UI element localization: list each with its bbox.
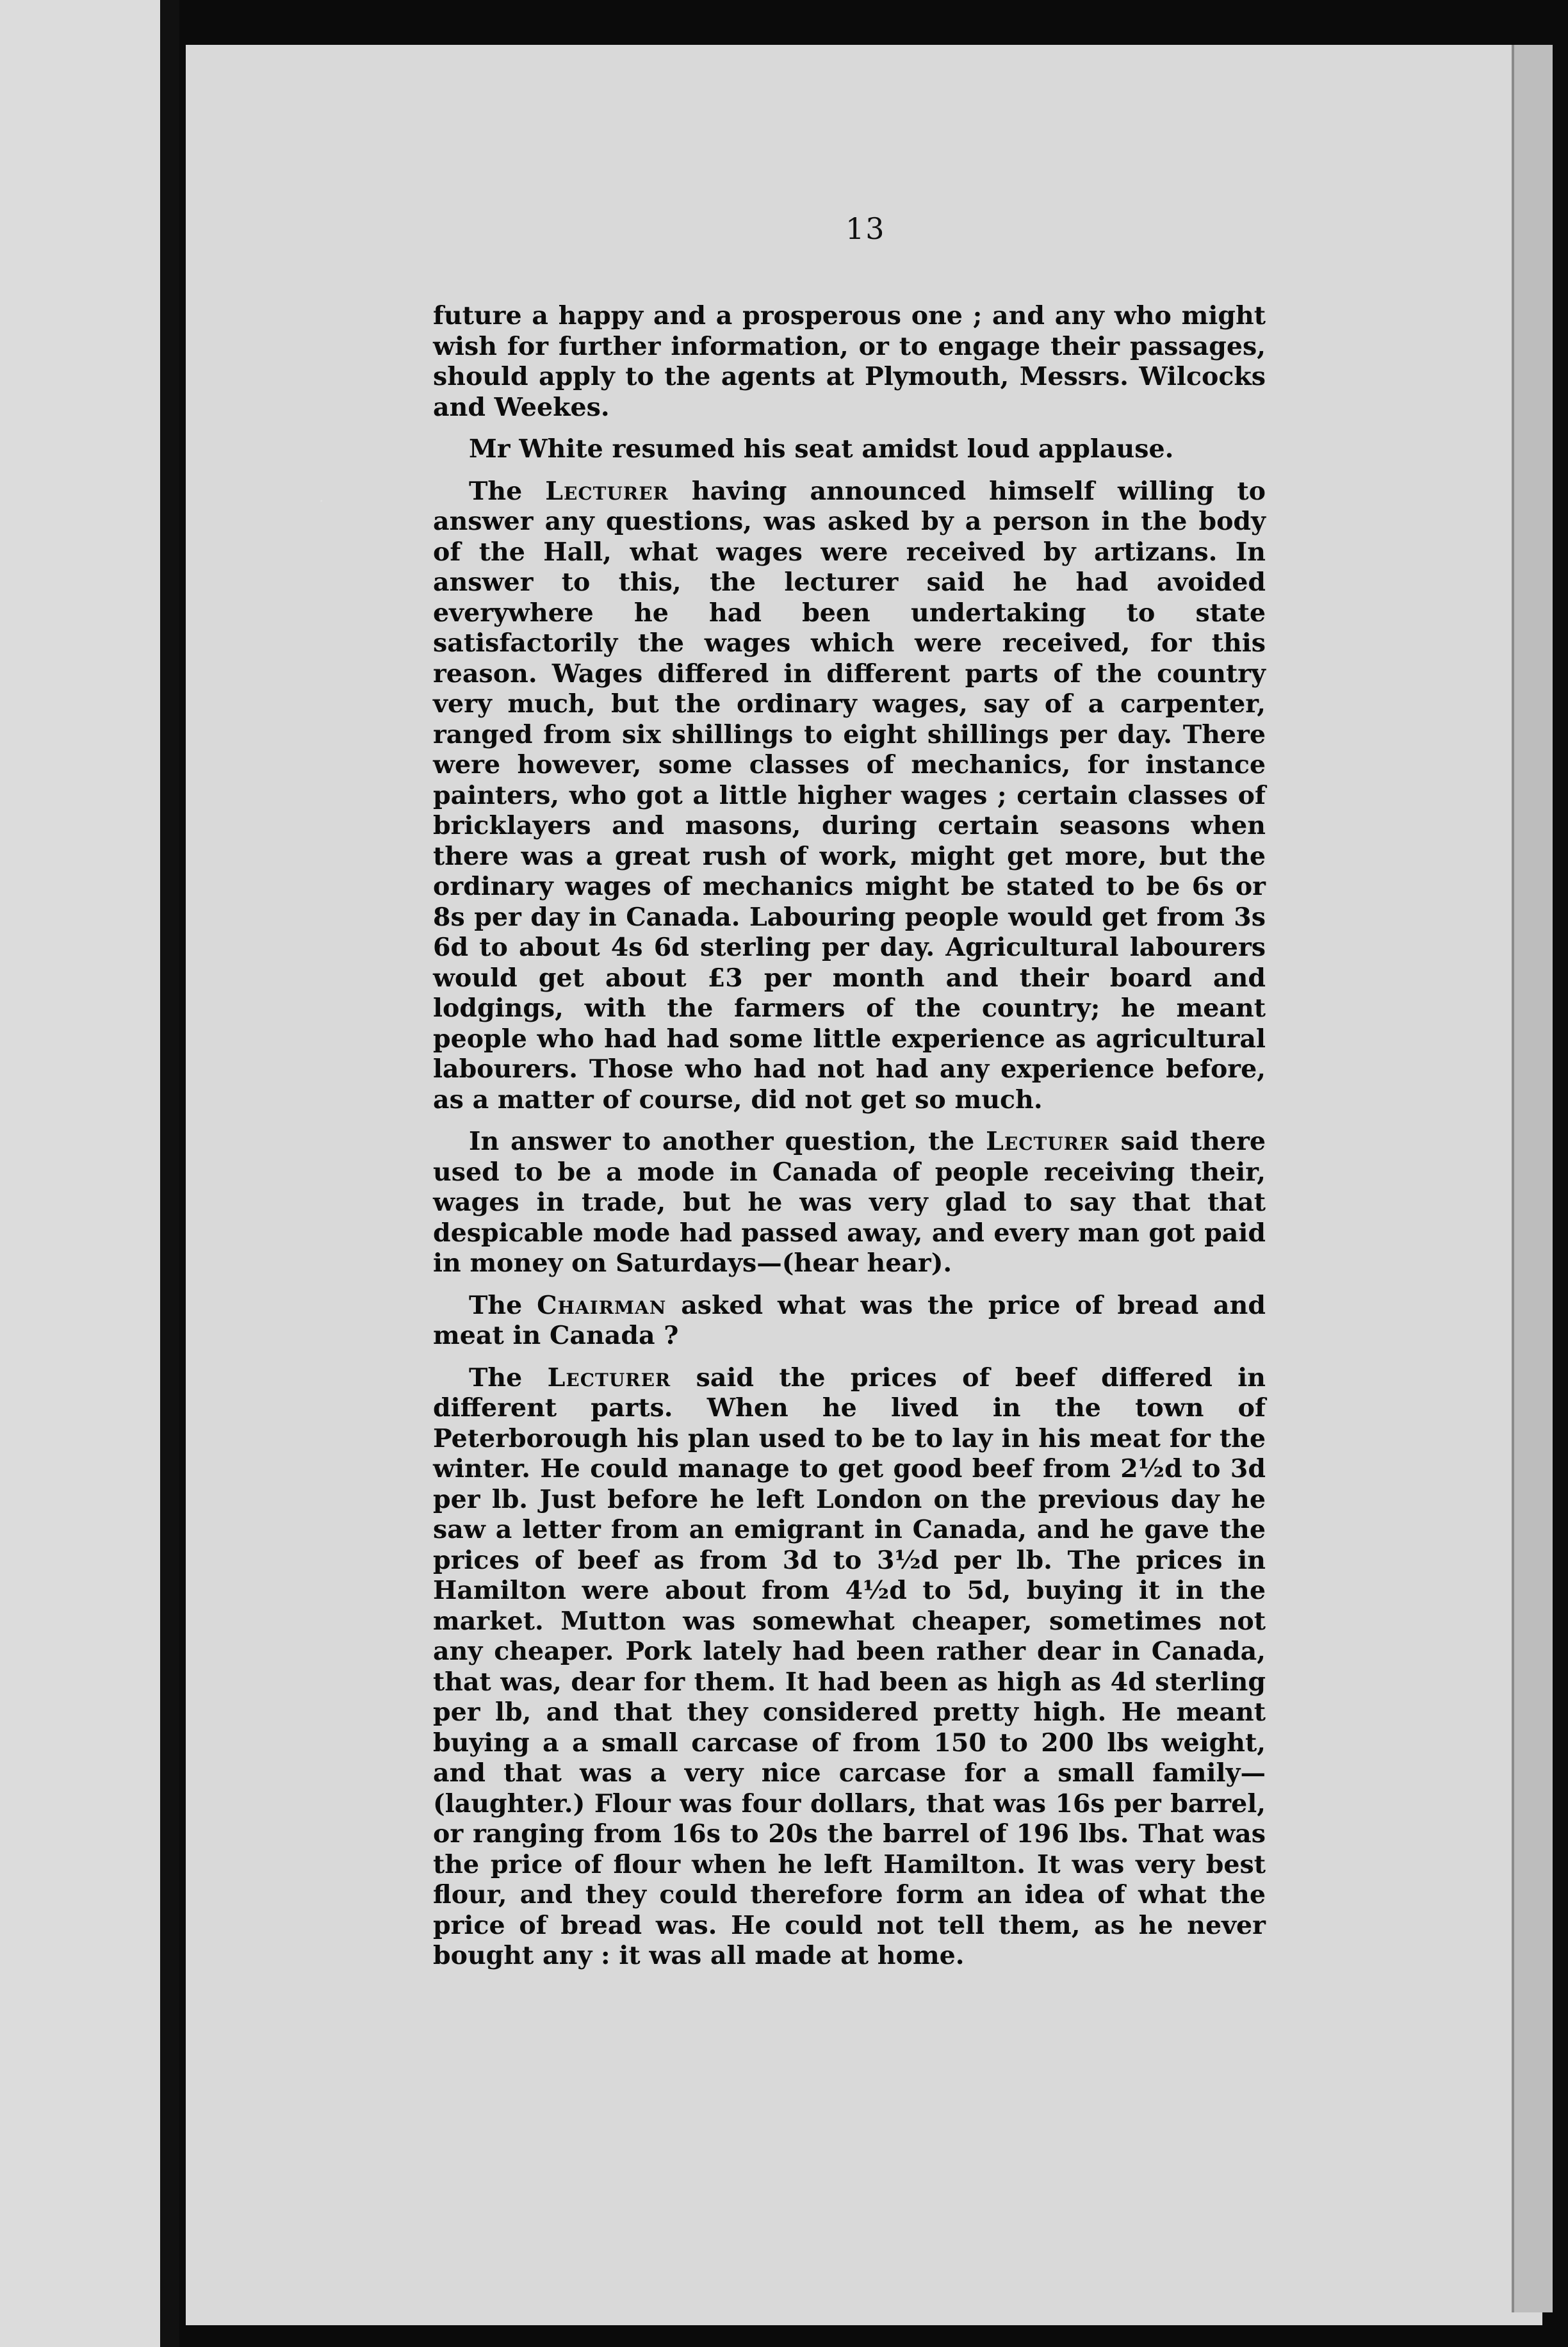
facing-page-margin: [0, 0, 179, 2347]
paragraph-text: having announced himself willing to answer any questions, was asked by a person in the body of the Hall, what wages were received by artizans. In answer to this, the lecturer said he had avoided everywhere he had been undertaking to state satisfactorily the wages which were received, for this reason. Wages differed in different parts of the country very much, but the ordinary wages, say of a carpenter, ranged from six shillings to eight shillings per day. There were however, some classes of mechanics, for instance painters, who got a little higher wages ; certain classes of bricklayers and masons, during certain seasons when there was a great rush of work, might get more, but the ordinary wages of mechanics might be stated to be 6s or 8s per day in Canada. Labouring people would get from 3s 6d to about 4s 6d sterling per day. Agricultural labourers would get about £3 per month and their board and lodgings, with the farmers of the country; he meant people who had had some little experience as agricultural labourers. Those who had not had any experience before, as a matter of course, did not get so much.: [433, 476, 1266, 1115]
paragraph-4: [433, 1127, 1266, 1279]
paragraph-text: The: [469, 1362, 548, 1393]
paragraph-text: said the prices of beef differed in different parts. When he lived in the town of Peterborough his plan used to be to lay in his meat for the winter. He could manage to get good beef from 2½d to 3d per lb. Just before he left London on the previous day he saw a letter from an emigrant in Canada, and he gave the prices of beef as from 3d to 3½d per lb. The prices in Hamilton were about from 4½d to 5d, buying it in the market. Mutton was somewhat cheaper, sometimes not any cheaper. Pork lately had been rather dear in Canada, that was, dear for them. It had been as high as 4d sterling per lb, and that they considered pretty high. He meant buying a a small carcase of from 150 to 200 lbs weight, and that was a very nice carcase for a small family—(laughter.) Flour was four dollars, that was 16s per barrel, or ranging from 16s to 20s the barrel of 196 lbs. That was the price of flour when he left Hamilton. It was very best flour, and they could therefore form an idea of what the price of bread was. He could not tell them, as he never bought any : it was all made at home.: [433, 1362, 1266, 1970]
speaker-name: Chairman: [537, 1290, 667, 1320]
paragraph-text: asked what was the price of bread and meat in Canada ?: [433, 1290, 1266, 1350]
paragraph-6: [433, 1363, 1266, 1972]
paragraph-3: [433, 477, 1266, 1116]
paragraph-5: [433, 1291, 1266, 1352]
page-number: 13: [845, 211, 886, 246]
paragraph-1: [433, 301, 1266, 423]
paragraph-text: Mr White resumed his seat amidst loud applause.: [469, 434, 1174, 464]
page-edge: [1512, 45, 1553, 2312]
paragraph-text: future a happy and a prosperous one ; and any who might wish for further information, or to engage their passages, should apply to the agents at Plymouth, Messrs. Wilcocks and Weekes.: [433, 301, 1266, 422]
paragraph-text: In answer to another question, the: [469, 1127, 986, 1156]
paragraph-2: [433, 434, 1266, 465]
paragraph-text: said there used to be a mode in Canada of people receiving their, wages in trade, but he was very glad to say that that despicable mode had passed away, and every man got paid in money on Saturdays—(hear hear).: [433, 1127, 1266, 1278]
book-gutter: [160, 0, 179, 2347]
speaker-name: Lecturer: [547, 1362, 671, 1393]
speaker-name: Lecturer: [545, 476, 669, 506]
speaker-name: Lecturer: [986, 1127, 1109, 1156]
paragraph-text: The: [469, 1290, 537, 1320]
paragraph-text: The: [469, 476, 546, 506]
body-text: [433, 301, 1266, 1983]
